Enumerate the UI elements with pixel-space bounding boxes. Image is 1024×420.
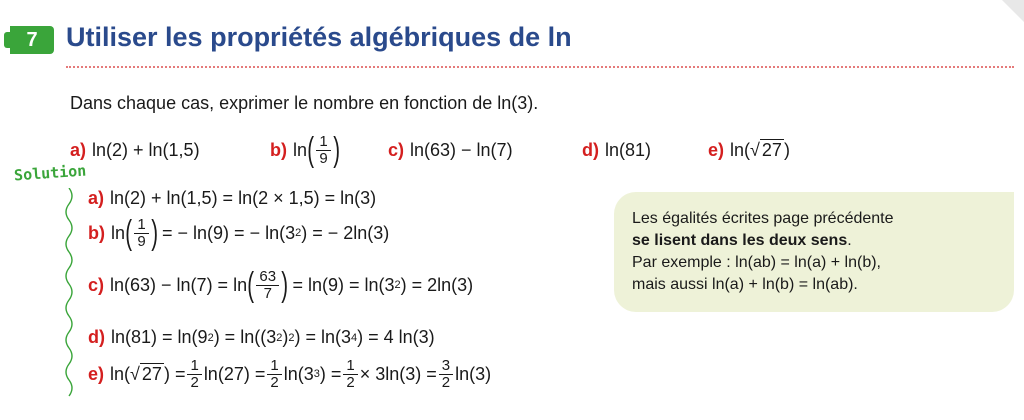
solution-a-label: a) xyxy=(88,188,105,208)
solution-b-post2: ) = − 2ln(3) xyxy=(301,222,390,243)
fraction-numerator: 1 xyxy=(316,134,330,151)
solution-c-label: c) xyxy=(88,274,105,295)
solution-d-p1: ln(81) = ln(9 xyxy=(111,327,208,347)
solution-b: b) ln ( $\frac{1}{9}$ ) = − ln(9) = − ln(3 2 ) = − 2ln(3) xyxy=(88,214,390,252)
note-line-1: Les égalités écrites page précédente xyxy=(632,210,894,227)
solution-d-label: d) xyxy=(88,327,105,347)
note-line-2-end: . xyxy=(847,232,852,249)
solution-d-p4: ) = ln(3 xyxy=(294,327,351,347)
note-line-3: Par exemple : ln(ab) = ln(a) + ln(b), xyxy=(632,254,881,271)
question-e-post: ) xyxy=(783,139,790,160)
fraction-numerator: 1 xyxy=(134,217,148,234)
question-b-fraction xyxy=(316,134,330,167)
solution-c-fraction xyxy=(256,269,279,302)
note-text xyxy=(632,208,894,296)
left-paren: ( xyxy=(307,131,315,169)
solution-bracket-decoration xyxy=(62,188,76,398)
solution-c: c) ln(63) − ln(7) = ln ( $\frac{63}{7}$ ) = ln(9) = ln(3 2 ) = 2ln(3) xyxy=(88,266,474,304)
solution-b-fraction xyxy=(134,217,148,250)
question-c-label: c) xyxy=(388,139,405,160)
solution-d-p2: ) = ln((3 xyxy=(213,327,277,347)
solution-e-p6: ln(3) xyxy=(455,363,492,384)
fraction-denominator: 2 xyxy=(270,373,279,391)
question-d-label: d) xyxy=(582,139,599,160)
solution-e-p4: ) = xyxy=(319,363,342,384)
solution-e-p1: ) = xyxy=(163,363,186,384)
solution-e-p2: ln(27) = xyxy=(203,363,266,384)
fraction-numerator: 63 xyxy=(256,269,279,286)
note-line-4: mais aussi ln(a) + ln(b) = ln(ab). xyxy=(632,276,858,293)
question-a-label: a) xyxy=(70,139,87,160)
solution-e-p5: × 3ln(3) = xyxy=(359,363,437,384)
fraction-three-halves xyxy=(439,358,453,391)
title-divider xyxy=(66,66,1014,68)
fraction-denominator: 2 xyxy=(346,373,355,391)
note-emphasis: se lisent dans les deux sens xyxy=(632,232,848,249)
question-b-fn: ln xyxy=(293,139,308,160)
exercise-title: Utiliser les propriétés algébriques de ln xyxy=(66,22,572,52)
right-paren: ) xyxy=(281,266,289,304)
question-d xyxy=(582,128,651,172)
question-e-pre: ln( xyxy=(730,139,751,160)
sqrt-symbol: √ 27 xyxy=(130,364,162,385)
question-e xyxy=(708,128,790,172)
solution-label: Solution xyxy=(13,161,87,185)
solution-d: d) ln(81) = ln(9 2 ) = ln((3 2 ) 2 ) = ln(3 4 ) = 4 ln(3) xyxy=(88,327,435,347)
solution-e-p3: ln(3 xyxy=(283,363,314,384)
fraction-denominator: 9 xyxy=(137,232,146,250)
solution-b-pre: ln xyxy=(111,222,126,243)
fraction-numerator: 3 xyxy=(439,358,453,375)
exercise-number-badge: 7 xyxy=(10,26,54,54)
fraction-half xyxy=(187,358,201,391)
sqrt-symbol: √ 27 xyxy=(750,140,782,160)
solution-b-label: b) xyxy=(88,222,105,243)
solution-c-post2: ) = 2ln(3) xyxy=(400,274,474,295)
question-e-label: e) xyxy=(708,139,725,160)
sqrt-radicand: 27 xyxy=(761,140,782,160)
left-paren: ( xyxy=(247,266,255,304)
solution-c-post: = ln(9) = ln(3 xyxy=(292,274,395,295)
right-paren: ) xyxy=(332,131,340,169)
fraction-denominator: 9 xyxy=(319,149,328,167)
fraction-numerator: 1 xyxy=(187,358,201,375)
solution-d-p5: ) = 4 ln(3) xyxy=(357,327,435,347)
sqrt-radicand: 27 xyxy=(141,364,162,385)
question-a xyxy=(70,128,200,172)
question-b-label: b) xyxy=(270,139,287,160)
fraction-half xyxy=(267,358,281,391)
question-d-expr: ln(81) xyxy=(605,139,652,160)
page-corner-fold xyxy=(1002,0,1024,22)
solution-a xyxy=(88,188,376,209)
solution-e: e) ln( √ 27 ) = $\frac{1}{2}$ ln(27) = $\frac{1}{2}$ ln(3 3 ) = $\frac{1}{2}$ × 3ln(3) = $\frac{3}{2}$ ln(3) xyxy=(88,357,492,391)
solution-d-p3: ) xyxy=(282,327,289,347)
fraction-numerator: 1 xyxy=(343,358,357,375)
solution-e-pre: ln( xyxy=(110,363,131,384)
fraction-denominator: 7 xyxy=(263,284,272,302)
question-c xyxy=(388,128,513,172)
solution-c-pre: ln(63) − ln(7) = ln xyxy=(110,274,248,295)
fraction-denominator: 2 xyxy=(441,373,451,391)
instruction-text: Dans chaque cas, exprimer le nombre en fonction de ln(3). xyxy=(70,93,539,113)
question-b xyxy=(270,128,340,172)
solution-b-post: = − ln(9) = − ln(3 xyxy=(162,222,296,243)
note-line-2 xyxy=(632,230,894,252)
solution-e-label: e) xyxy=(88,363,105,384)
question-a-expr: ln(2) + ln(1,5) xyxy=(92,139,200,160)
solution-a-expr: ln(2) + ln(1,5) = ln(2 × 1,5) = ln(3) xyxy=(110,188,377,208)
right-paren: ) xyxy=(150,214,158,252)
fraction-denominator: 2 xyxy=(190,373,199,391)
fraction-numerator: 1 xyxy=(267,358,281,375)
left-paren: ( xyxy=(125,214,133,252)
fraction-half xyxy=(343,358,357,391)
question-c-expr: ln(63) − ln(7) xyxy=(410,139,513,160)
